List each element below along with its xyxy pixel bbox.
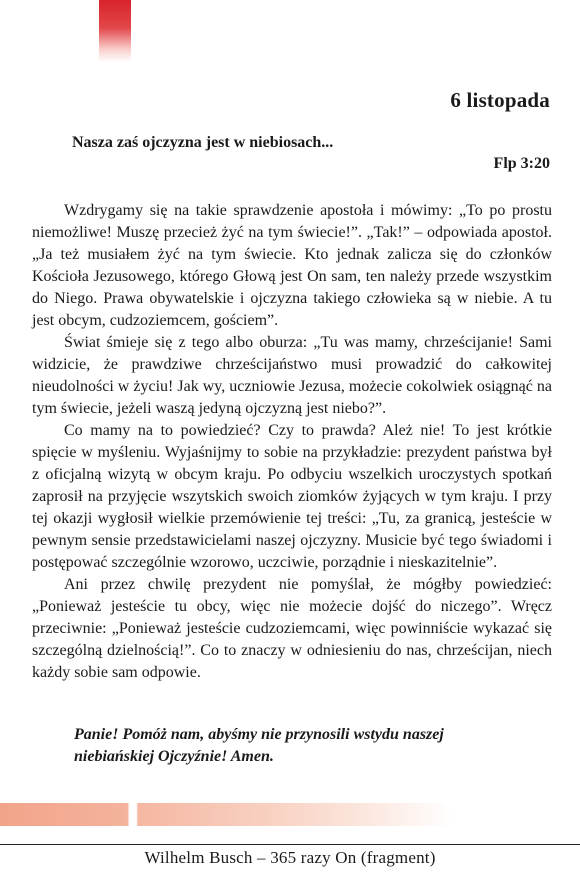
paragraph: Ani przez chwilę prezydent nie pomyślał, że mógłby powiedzieć: „Ponieważ jesteście tu obcy, więc nie możecie dojść do niczego”. Wręcz przeciwnie: „Ponieważ jesteście cudzoziemcami, więc powinniście wykazać się szczególną dzielnością!”. Co to znaczy w odniesieniu do nas, chrześcijan, niech każdy sobie sam odpowie. bbox=[32, 576, 552, 681]
decorative-band bbox=[0, 803, 580, 826]
footer-credit: Wilhelm Busch – 365 razy On (fragment) bbox=[144, 848, 436, 867]
footer-rule bbox=[0, 844, 580, 845]
paragraph: Co mamy na to powiedzieć? Czy to prawda? Ależ nie! To jest krótkie spięcie w myśleniu. Wyjaśnijmy to sobie na przykładzie: prezydent państwa był z oficjalną wizytą w obcym kraju. Po odbyciu wszelkich uroczystych spotkań zaprosił na przyjęcie wszytskich swoich ziomków żyjących w tym kraju. I przy tej okazji wygłosił wielkie przemówienie tej treści: „Tu, za granicą, jesteście w pewnym sensie przedstawicielami naszej ojczyzny. Musicie być tego świadomi i postępować szczególnie wzorowo, uczciwie, porządnie i nieskazitelnie”. bbox=[32, 422, 552, 571]
paragraph: Świat śmieje się z tego albo oburza: „Tu was mamy, chrześcijanie! Sami widzicie, że prawdziwe chrześcijaństwo musi prowadzić do całkowitej nieudolności w życiu! Jak wy, uczniowie Jezusa, możecie cokolwiek osiągnąć na tym świecie, jeżeli waszą jedyną ojczyzną jest niebo?”. bbox=[32, 334, 552, 417]
body-text bbox=[32, 200, 552, 684]
epigraph: Nasza zaś ojczyzna jest w niebiosach... bbox=[72, 134, 334, 151]
paragraph: Wzdrygamy się na takie sprawdzenie apostoła i mówimy: „To po prostu niemożliwe! Muszę przecież żyć na tym świecie!”. „Tak!” – odpowiada apostoł. „Ja też musiałem żyć na tym świecie. Kto jednak zalicza się do członków Kościoła Jezusowego, którego Głową jest On sam, ten należy przede wszystkim do Niego. Prawa obywatelskie i ojczyzna takiego człowieka są w niebie. A tu jest obcym, cudzoziemcem, gościem”. bbox=[32, 202, 552, 329]
scripture-reference: Flp 3:20 bbox=[493, 155, 550, 172]
bookmark-ribbon bbox=[99, 0, 131, 62]
page-date: 6 listopada bbox=[450, 88, 550, 112]
prayer: Panie! Pomóż nam, abyśmy nie przynosili wstydu naszej niebiańskiej Ojczyźnie! Amen. bbox=[74, 726, 444, 765]
